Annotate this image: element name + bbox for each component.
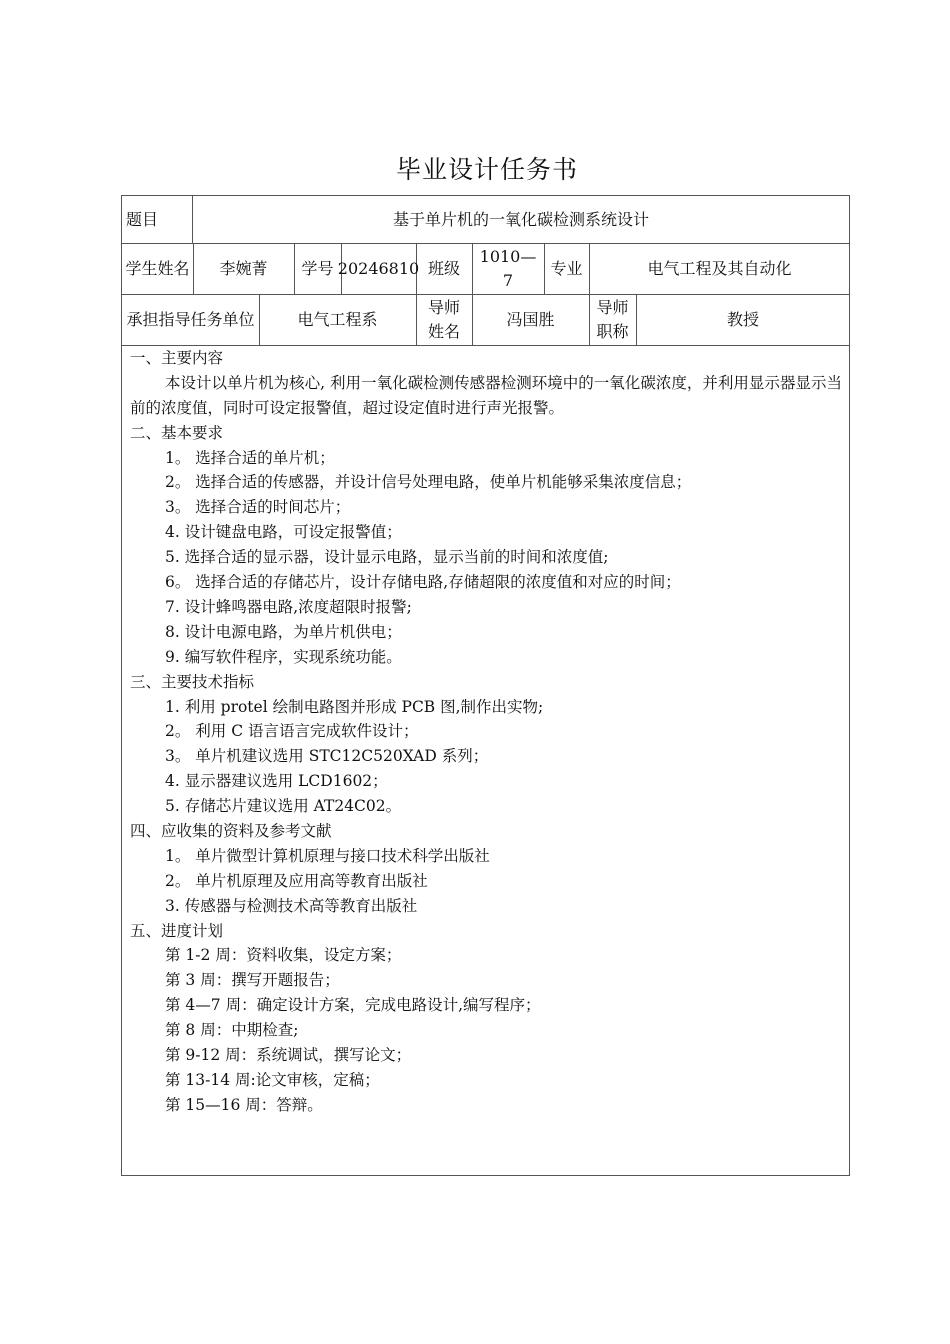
student-id-label: 学号: [301, 258, 334, 278]
topic-label: 题目: [125, 209, 158, 229]
section-heading: 四、应收集的资料及参考文献: [130, 821, 332, 840]
student-name-label: 学生姓名: [125, 258, 190, 278]
list-item: 9. 编写软件程序，实现系统功能。: [165, 647, 402, 666]
rank-value: 教授: [726, 309, 759, 329]
list-item: 2。 单片机原理及应用高等教育出版社: [165, 871, 428, 890]
class-label: 班级: [427, 258, 460, 278]
advisor-label-line2: 姓名: [427, 321, 460, 341]
list-item: 6。 选择合适的存储芯片，设计存储电路,存储超限的浓度值和对应的时间；: [165, 573, 681, 592]
major-label: 专业: [550, 258, 583, 278]
list-item: 第 3 周：撰写开题报告；: [165, 971, 340, 990]
list-item: 4. 设计键盘电路，可设定报警值；: [165, 523, 402, 542]
list-item: 7. 设计蜂鸣器电路,浓度超限时报警;: [165, 597, 412, 616]
list-item: 2。 利用 C 语言语言完成软件设计；: [165, 722, 419, 741]
section-heading: 一、主要内容: [130, 349, 224, 367]
rank-label-line2: 职称: [596, 321, 629, 341]
list-item: 2。 选择合适的传感器，并设计信号处理电路，使单片机能够采集浓度信息；: [165, 473, 692, 492]
unit-label: 承担指导任务单位: [126, 309, 255, 329]
list-item: 第 4—7 周：确定设计方案，完成电路设计,编写程序；: [165, 996, 541, 1015]
list-item: 第 8 周：中期检查;: [165, 1021, 299, 1040]
rank-label: [589, 294, 636, 345]
list-item: 1. 利用 protel 绘制电路图并形成 PCB 图,制作出实物;: [165, 697, 544, 716]
topic-value: 基于单片机的一氧化碳检测系统设计: [392, 209, 649, 229]
student-name-value: 李婉菁: [219, 258, 268, 278]
major-value: 电气工程及其自动化: [647, 258, 792, 278]
section-paragraph: 本设计以单片机为核心, 利用一氧化碳检测传感器检测环境中的一氧化碳浓度，并利用显示器显示当前的浓度值，同时可设定报警值，超过设定值时进行声光报警。: [130, 373, 842, 417]
task-content: [130, 346, 842, 1118]
section-heading: 二、基本要求: [130, 423, 224, 442]
list-item: 第 1-2 周：资料收集，设定方案；: [165, 946, 402, 965]
list-item: 1。 选择合适的单片机；: [165, 448, 335, 467]
list-item: 第 9-12 周：系统调试，撰写论文；: [165, 1045, 412, 1064]
section-heading: 五、进度计划: [130, 921, 224, 940]
list-item: 第 15—16 周：答辩。: [165, 1095, 323, 1114]
list-item: 第 13-14 周:论文审核，定稿；: [165, 1070, 380, 1089]
rank-label-line1: 导师: [596, 297, 629, 317]
list-item: 1。 单片微型计算机原理与接口技术科学出版社: [165, 846, 490, 865]
unit-value: 电气工程系: [297, 309, 378, 329]
class-value-line2: 7: [502, 270, 514, 290]
class-value: [472, 243, 544, 294]
advisor-value: 冯国胜: [506, 309, 555, 329]
advisor-label: [416, 294, 472, 345]
class-value-line1: 1010—: [479, 246, 537, 266]
advisor-label-line1: 导师: [427, 297, 460, 317]
list-item: 8. 设计电源电路，为单片机供电；: [165, 622, 402, 641]
list-item: 4. 显示器建议选用 LCD1602；: [165, 772, 388, 791]
student-id-value: 20246810: [337, 258, 420, 278]
list-item: 3。 选择合适的时间芯片；: [165, 498, 351, 517]
list-item: 3. 传感器与检测技术高等教育出版社: [165, 896, 418, 915]
list-item: 5. 存储芯片建议选用 AT24C02。: [165, 797, 402, 816]
section-heading: 三、主要技术指标: [130, 672, 255, 691]
page-title: 毕业设计任务书: [395, 155, 578, 184]
list-item: 3。 单片机建议选用 STC12C520XAD 系列；: [165, 747, 489, 766]
task-table: [121, 195, 850, 1176]
list-item: 5. 选择合适的显示器，设计显示电路，显示当前的时间和浓度值;: [165, 548, 609, 567]
